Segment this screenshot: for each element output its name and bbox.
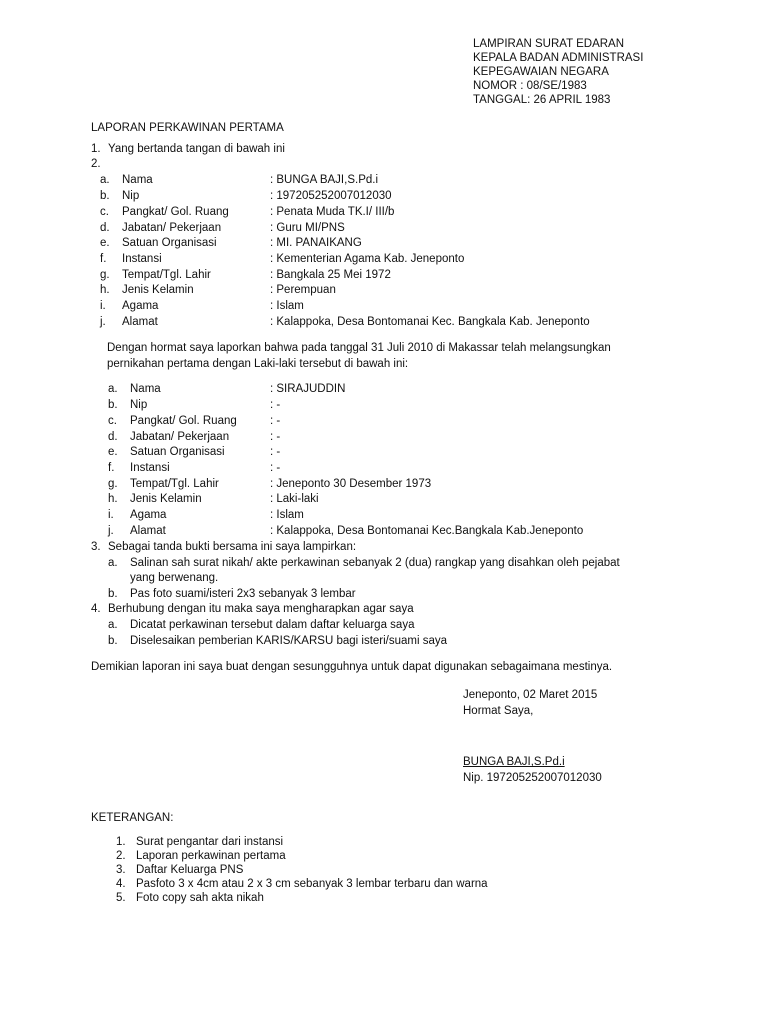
notes-item-text: Daftar Keluarga PNS — [136, 864, 244, 876]
detail-value: : - — [270, 415, 281, 427]
notes-heading: KETERANGAN: — [91, 812, 174, 824]
sub-item-text: yang berwenang. — [130, 572, 219, 584]
detail-mark: h. — [108, 493, 118, 505]
detail-value: : 197205252007012030 — [270, 190, 392, 202]
detail-mark: d. — [108, 431, 118, 443]
signature-place-date: Jeneponto, 02 Maret 2015 — [463, 689, 598, 701]
sub-item-mark: a. — [108, 619, 118, 631]
detail-label: Jabatan/ Pekerjaan — [122, 222, 222, 234]
sub-item-text: Dicatat perkawinan tersebut dalam daftar keluarga saya — [130, 619, 415, 631]
detail-value: : Islam — [270, 509, 304, 521]
detail-value: : - — [270, 462, 281, 474]
detail-value: : Kalappoka, Desa Bontomanai Kec.Bangkala Kab.Jeneponto — [270, 525, 584, 537]
detail-label: Satuan Organisasi — [130, 446, 225, 458]
detail-mark: f. — [108, 462, 115, 474]
notes-item-number: 2. — [116, 850, 126, 862]
item-number: 3. — [91, 541, 101, 553]
detail-value: : Kementerian Agama Kab. Jeneponto — [270, 253, 465, 265]
signature-nip: Nip. 197205252007012030 — [463, 772, 602, 784]
closing-statement: Demikian laporan ini saya buat dengan sesungguhnya untuk dapat digunakan sebagaimana mestinya. — [91, 661, 613, 673]
detail-value: : Perempuan — [270, 284, 336, 296]
detail-mark: e. — [108, 446, 118, 458]
detail-value: : BUNGA BAJI,S.Pd.i — [270, 174, 379, 186]
detail-mark: g. — [108, 478, 118, 490]
detail-label: Instansi — [122, 253, 162, 265]
detail-mark: a. — [108, 383, 118, 395]
detail-mark: g. — [100, 269, 110, 281]
document-title: LAPORAN PERKAWINAN PERTAMA — [91, 122, 284, 134]
detail-mark: i. — [108, 509, 114, 521]
header-line: KEPALA BADAN ADMINISTRASI — [473, 52, 644, 64]
detail-label: Pangkat/ Gol. Ruang — [130, 415, 237, 427]
detail-label: Instansi — [130, 462, 170, 474]
detail-label: Nip — [122, 190, 140, 202]
detail-label: Alamat — [122, 316, 158, 328]
detail-mark: e. — [100, 237, 110, 249]
detail-label: Jenis Kelamin — [122, 284, 194, 296]
detail-value: : Guru MI/PNS — [270, 222, 345, 234]
detail-mark: d. — [100, 222, 110, 234]
item-number: 4. — [91, 603, 101, 615]
detail-mark: b. — [108, 399, 118, 411]
detail-value: : Laki-laki — [270, 493, 319, 505]
detail-mark: i. — [100, 300, 106, 312]
detail-label: Pangkat/ Gol. Ruang — [122, 206, 229, 218]
item-number: 2. — [91, 158, 101, 170]
item-text: Yang bertanda tangan di bawah ini — [108, 143, 285, 155]
detail-value: : Islam — [270, 300, 304, 312]
detail-mark: c. — [100, 206, 109, 218]
detail-value: : - — [270, 431, 281, 443]
notes-item-text: Laporan perkawinan pertama — [136, 850, 286, 862]
item-number: 1. — [91, 143, 101, 155]
notes-item-number: 4. — [116, 878, 126, 890]
sub-item-mark: b. — [108, 635, 118, 647]
sub-item-mark: a. — [108, 557, 118, 569]
detail-value: : Penata Muda TK.I/ III/b — [270, 206, 395, 218]
item-text: Berhubung dengan itu maka saya mengharapkan agar saya — [108, 603, 414, 615]
signature-greeting: Hormat Saya, — [463, 705, 534, 717]
notes-item-text: Foto copy sah akta nikah — [136, 892, 264, 904]
detail-label: Alamat — [130, 525, 166, 537]
notes-item-text: Pasfoto 3 x 4cm atau 2 x 3 cm sebanyak 3 lembar terbaru dan warna — [136, 878, 488, 890]
detail-mark: j. — [100, 316, 106, 328]
detail-label: Satuan Organisasi — [122, 237, 217, 249]
notes-item-number: 1. — [116, 836, 126, 848]
detail-label: Tempat/Tgl. Lahir — [122, 269, 211, 281]
report-paragraph-line: Dengan hormat saya laporkan bahwa pada tanggal 31 Juli 2010 di Makassar telah melangsungkan — [107, 342, 611, 354]
detail-label: Agama — [122, 300, 159, 312]
header-line: NOMOR : 08/SE/1983 — [473, 80, 587, 92]
detail-label: Nama — [130, 383, 161, 395]
detail-label: Jabatan/ Pekerjaan — [130, 431, 230, 443]
header-line: KEPEGAWAIAN NEGARA — [473, 66, 609, 78]
sub-item-text: Salinan sah surat nikah/ akte perkawinan sebanyak 2 (dua) rangkap yang disahkan oleh pejabat — [130, 557, 620, 569]
signature-name: BUNGA BAJI,S.Pd.i — [463, 756, 565, 768]
detail-value: : - — [270, 399, 281, 411]
detail-value: : Kalappoka, Desa Bontomanai Kec. Bangkala Kab. Jeneponto — [270, 316, 590, 328]
notes-item-text: Surat pengantar dari instansi — [136, 836, 284, 848]
document-header — [473, 37, 643, 107]
header-line: LAMPIRAN SURAT EDARAN — [473, 38, 625, 50]
detail-mark: b. — [100, 190, 110, 202]
notes-item-number: 5. — [116, 892, 126, 904]
detail-value: : Jeneponto 30 Desember 1973 — [270, 478, 432, 490]
detail-value: : SIRAJUDDIN — [270, 383, 346, 395]
detail-label: Nama — [122, 174, 153, 186]
sub-item-mark: b. — [108, 588, 118, 600]
detail-value: : - — [270, 446, 281, 458]
detail-mark: j. — [108, 525, 114, 537]
detail-label: Tempat/Tgl. Lahir — [130, 478, 219, 490]
detail-mark: c. — [108, 415, 117, 427]
sub-item-text: Pas foto suami/isteri 2x3 sebanyak 3 lembar — [130, 588, 356, 600]
sub-item-text: Diselesaikan pemberian KARIS/KARSU bagi isteri/suami saya — [130, 635, 448, 647]
detail-value: : Bangkala 25 Mei 1972 — [270, 269, 391, 281]
detail-mark: h. — [100, 284, 110, 296]
detail-label: Nip — [130, 399, 148, 411]
report-paragraph-line: pernikahan pertama dengan Laki-laki tersebut di bawah ini: — [107, 358, 409, 370]
header-line: TANGGAL: 26 APRIL 1983 — [473, 94, 611, 106]
detail-mark: f. — [100, 253, 107, 265]
detail-label: Jenis Kelamin — [130, 493, 202, 505]
item-text: Sebagai tanda bukti bersama ini saya lampirkan: — [108, 541, 357, 553]
detail-label: Agama — [130, 509, 167, 521]
detail-value: : MI. PANAIKANG — [270, 237, 362, 249]
notes-item-number: 3. — [116, 864, 126, 876]
detail-mark: a. — [100, 174, 110, 186]
